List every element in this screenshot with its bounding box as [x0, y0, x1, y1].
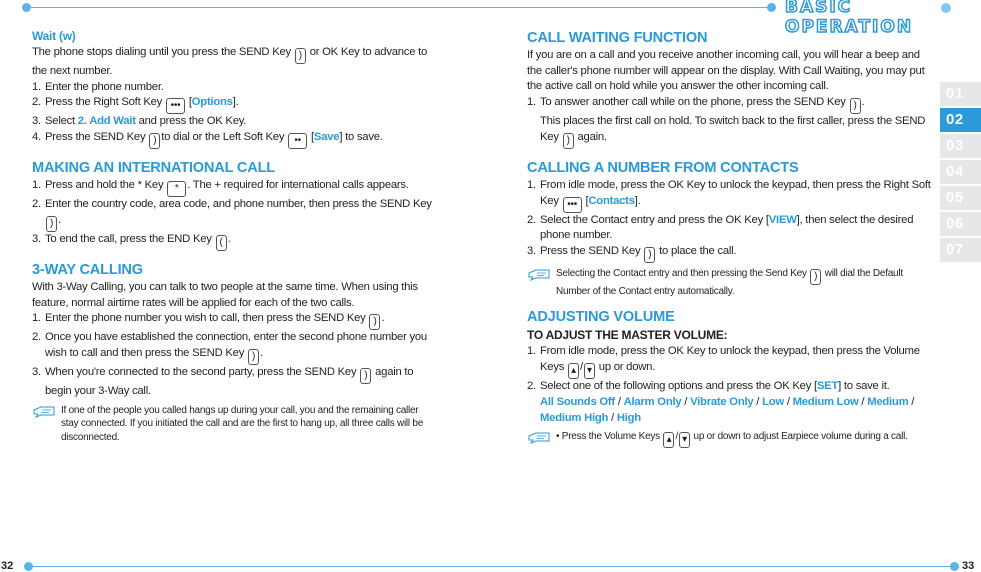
chapter-tab[interactable]: 05 [940, 186, 981, 210]
callwaiting-step: 1. To answer another call while on the phone, press the SEND Key ) . This places the first call on hold. To switch back to the first caller, press the SEND Key ) again. [527, 95, 932, 149]
wait-heading: Wait (w) [32, 29, 76, 43]
volume-note: • Press the Volume Keys ▴ / ▾ up or down to adjust Earpiece volume during a call. [527, 430, 932, 448]
intl-step: 3. To end the call, press the END Key ( . [32, 232, 437, 251]
note-icon [527, 432, 551, 444]
header-rule-dot [767, 3, 776, 12]
send-key-icon: ) [46, 216, 57, 232]
threeway-step: 2. Once you have established the connection, enter the second phone number you wish to call and then press the SEND Key ) . [32, 330, 437, 365]
chapter-tab[interactable]: 04 [940, 160, 981, 184]
volume-option: All Sounds Off [540, 395, 615, 408]
left-soft-key-icon: •• [288, 133, 307, 149]
header-rule-dot [22, 3, 31, 12]
volume-up-key-icon: ▴ [663, 432, 674, 448]
section-title-dot [941, 3, 951, 13]
wait-step: 2. Press the Right Soft Key ••• [Options]. [32, 95, 437, 114]
note-icon [527, 269, 551, 281]
intl-heading: MAKING AN INTERNATIONAL CALL [32, 160, 276, 177]
footer-rule-dot [950, 562, 959, 571]
send-key-icon: ) [248, 349, 259, 365]
volume-heading: ADJUSTING VOLUME [527, 309, 675, 326]
intl-step: 2. Enter the country code, area code, and phone number, then press the SEND Key ) . [32, 197, 437, 232]
send-key-icon: ) [563, 133, 574, 149]
volume-option: Medium Low [792, 395, 859, 408]
volume-option: Medium [867, 395, 909, 408]
callwaiting-intro: If you are on a call and you receive another incoming call, you will hear a beep and the caller's phone number will appear on the display. With Call Waiting, you may put the active call on hold while you answer the other incoming call. [527, 49, 925, 93]
section-title: BASIC OPERATION [785, 0, 914, 37]
contacts-note: Selecting the Contact entry and then pressing the Send Key ) will dial the Default Number of the Contact entry automatically. [527, 267, 932, 299]
send-key-icon: ) [810, 269, 821, 285]
send-key-icon: ) [149, 133, 160, 149]
volume-option: Medium High [540, 411, 609, 424]
left-column [32, 28, 437, 444]
volume-down-key-icon: ▾ [584, 363, 595, 379]
chapter-tab[interactable]: 07 [940, 238, 981, 262]
chapter-tab-active[interactable]: 02 [940, 108, 981, 132]
page-number-left: 32 [1, 560, 14, 572]
chapter-tab[interactable]: 03 [940, 134, 981, 158]
chapter-tab[interactable]: 01 [940, 82, 981, 106]
volume-option: Alarm Only [623, 395, 682, 408]
wait-step: 4. Press the SEND Key ) to dial or the Left Soft Key •• [Save] to save. [32, 130, 437, 149]
send-key-icon: ) [295, 48, 306, 64]
wait-intro: The phone stops dialing until you press the SEND Key ) or OK Key to advance to the next number. [32, 46, 428, 77]
threeway-note: If one of the people you called hangs up during your call, you and the remaining caller stay connected. If you initiated the call and are the first to hang up, all three calls will be disconnected. [32, 404, 437, 445]
intl-step: 1. Press and hold the * Key * . The + required for international calls appears. [32, 178, 437, 197]
header-rule [28, 7, 776, 8]
volume-option: Low [762, 395, 784, 408]
contacts-step: 1. From idle mode, press the OK Key to unlock the keypad, then press the Right Soft Key ••• [Contacts]. [527, 178, 932, 213]
send-key-icon: ) [360, 368, 371, 384]
right-column [527, 28, 932, 448]
page-number-right: 33 [962, 560, 975, 572]
contacts-step: 2. Select the Contact entry and press the OK Key [VIEW], then select the desired phone number. [527, 213, 914, 242]
threeway-heading: 3-WAY CALLING [32, 261, 143, 278]
volume-up-key-icon: ▴ [568, 363, 579, 379]
contacts-step: 3. Press the SEND Key ) to place the call. [527, 244, 932, 263]
contacts-heading: CALLING A NUMBER FROM CONTACTS [527, 159, 799, 176]
volume-option: High [616, 411, 641, 424]
volume-option: Vibrate Only [690, 395, 754, 408]
volume-step: 1. From idle mode, press the OK Key to unlock the keypad, then press the Volume Keys ▴ / ▾ up or down. [527, 344, 932, 379]
wait-step: 1. Enter the phone number. [32, 80, 164, 93]
threeway-intro: With 3-Way Calling, you can talk to two people at the same time. When using this feature, normal airtime rates will be applied for each of the two calls. [32, 280, 418, 309]
end-key-icon: ( [216, 235, 227, 251]
volume-subheading: TO ADJUST THE MASTER VOLUME: [527, 328, 728, 343]
right-soft-key-icon: ••• [166, 98, 185, 114]
footer-rule [28, 566, 954, 567]
wait-step: 3. Select 2. Add Wait and press the OK Key. [32, 115, 247, 128]
right-soft-key-icon: ••• [563, 197, 582, 213]
send-key-icon: ) [644, 247, 655, 263]
send-key-icon: ) [369, 314, 380, 330]
chapter-tabs [940, 82, 981, 264]
threeway-step: 3. When you're connected to the second party, press the SEND Key ) again to begin your 3-Way call. [32, 365, 414, 397]
callwaiting-heading: CALL WAITING FUNCTION [527, 30, 708, 46]
volume-down-key-icon: ▾ [679, 432, 690, 448]
send-key-icon: ) [850, 98, 861, 114]
chapter-tab[interactable]: 06 [940, 212, 981, 236]
note-icon [32, 406, 56, 418]
volume-step: 2. Select one of the following options and press the OK Key [SET] to save it. All Sounds Off / Alarm Only / Vibrate Only / Low / Medium Low / Medium / Medium High / High [527, 380, 915, 424]
star-key-icon: * [167, 181, 186, 197]
threeway-step: 1. Enter the phone number you wish to call, then press the SEND Key ) . [32, 311, 437, 330]
